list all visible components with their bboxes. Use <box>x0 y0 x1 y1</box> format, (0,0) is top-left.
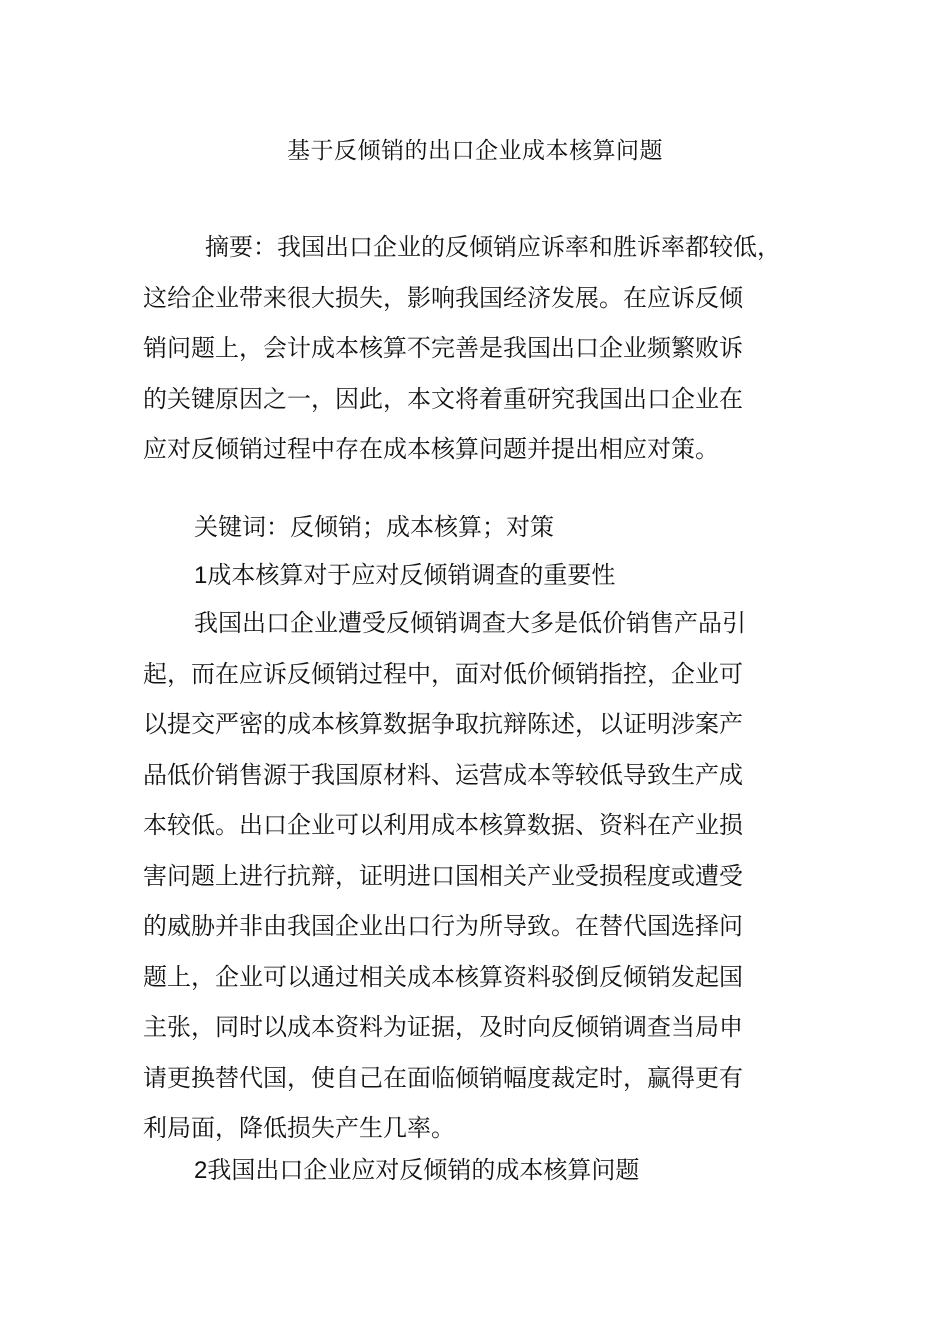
body-line: 我国出口企业遭受反倾销调查大多是低价销售产品引 <box>194 609 746 637</box>
body-line: 品低价销售源于我国原材料、运营成本等较低导致生产成 <box>143 760 743 789</box>
section-2-title: 我国出口企业应对反倾销的成本核算问题 <box>207 1156 640 1184</box>
abstract-line: 摘要：我国出口企业的反倾销应诉率和胜诉率都较低， <box>205 233 781 261</box>
body-line: 题上，企业可以通过相关成本核算资料驳倒反倾销发起国 <box>143 962 743 991</box>
section-2-number: 2 <box>194 1157 208 1184</box>
section-1-title: 成本核算对于应对反倾销调查的重要性 <box>207 561 616 589</box>
abstract <box>143 222 823 475</box>
document-title: 基于反倾销的出口企业成本核算问题 <box>287 138 663 164</box>
body-line: 利局面，降低损失产生几率。 <box>143 1114 455 1142</box>
body-line: 起，而在应诉反倾销过程中，面对低价倾销指控，企业可 <box>143 659 743 688</box>
section-1-number: 1 <box>194 562 208 589</box>
body-line: 的威胁并非由我国企业出口行为所导致。在替代国选择问 <box>143 912 743 940</box>
body-line: 以提交严密的成本核算数据争取抗辩陈述，以证明涉案产 <box>143 710 743 738</box>
abstract-line: 这给企业带来很大损失，影响我国经济发展。在应诉反倾 <box>143 283 743 312</box>
body-line: 主张，同时以成本资料为证据，及时向反倾销调查当局申 <box>143 1013 743 1041</box>
body-line: 害问题上进行抗辩，证明进口国相关产业受损程度或遭受 <box>143 861 743 890</box>
body-line: 本较低。出口企业可以利用成本核算数据、资料在产业损 <box>143 811 743 839</box>
abstract-line: 应对反倾销过程中存在成本核算问题并提出相应对策。 <box>143 435 719 463</box>
section-2-heading <box>194 1145 639 1196</box>
abstract-line: 销问题上，会计成本核算不完善是我国出口企业频繁败诉 <box>143 334 743 362</box>
keywords: 关键词：反倾销；成本核算；对策 <box>194 513 554 541</box>
abstract-line: 的关键原因之一，因此，本文将着重研究我国出口企业在 <box>143 384 743 413</box>
section-1-body <box>143 598 823 1154</box>
body-line: 请更换替代国，使自己在面临倾销幅度裁定时，赢得更有 <box>143 1063 743 1092</box>
section-1-heading <box>194 550 615 601</box>
